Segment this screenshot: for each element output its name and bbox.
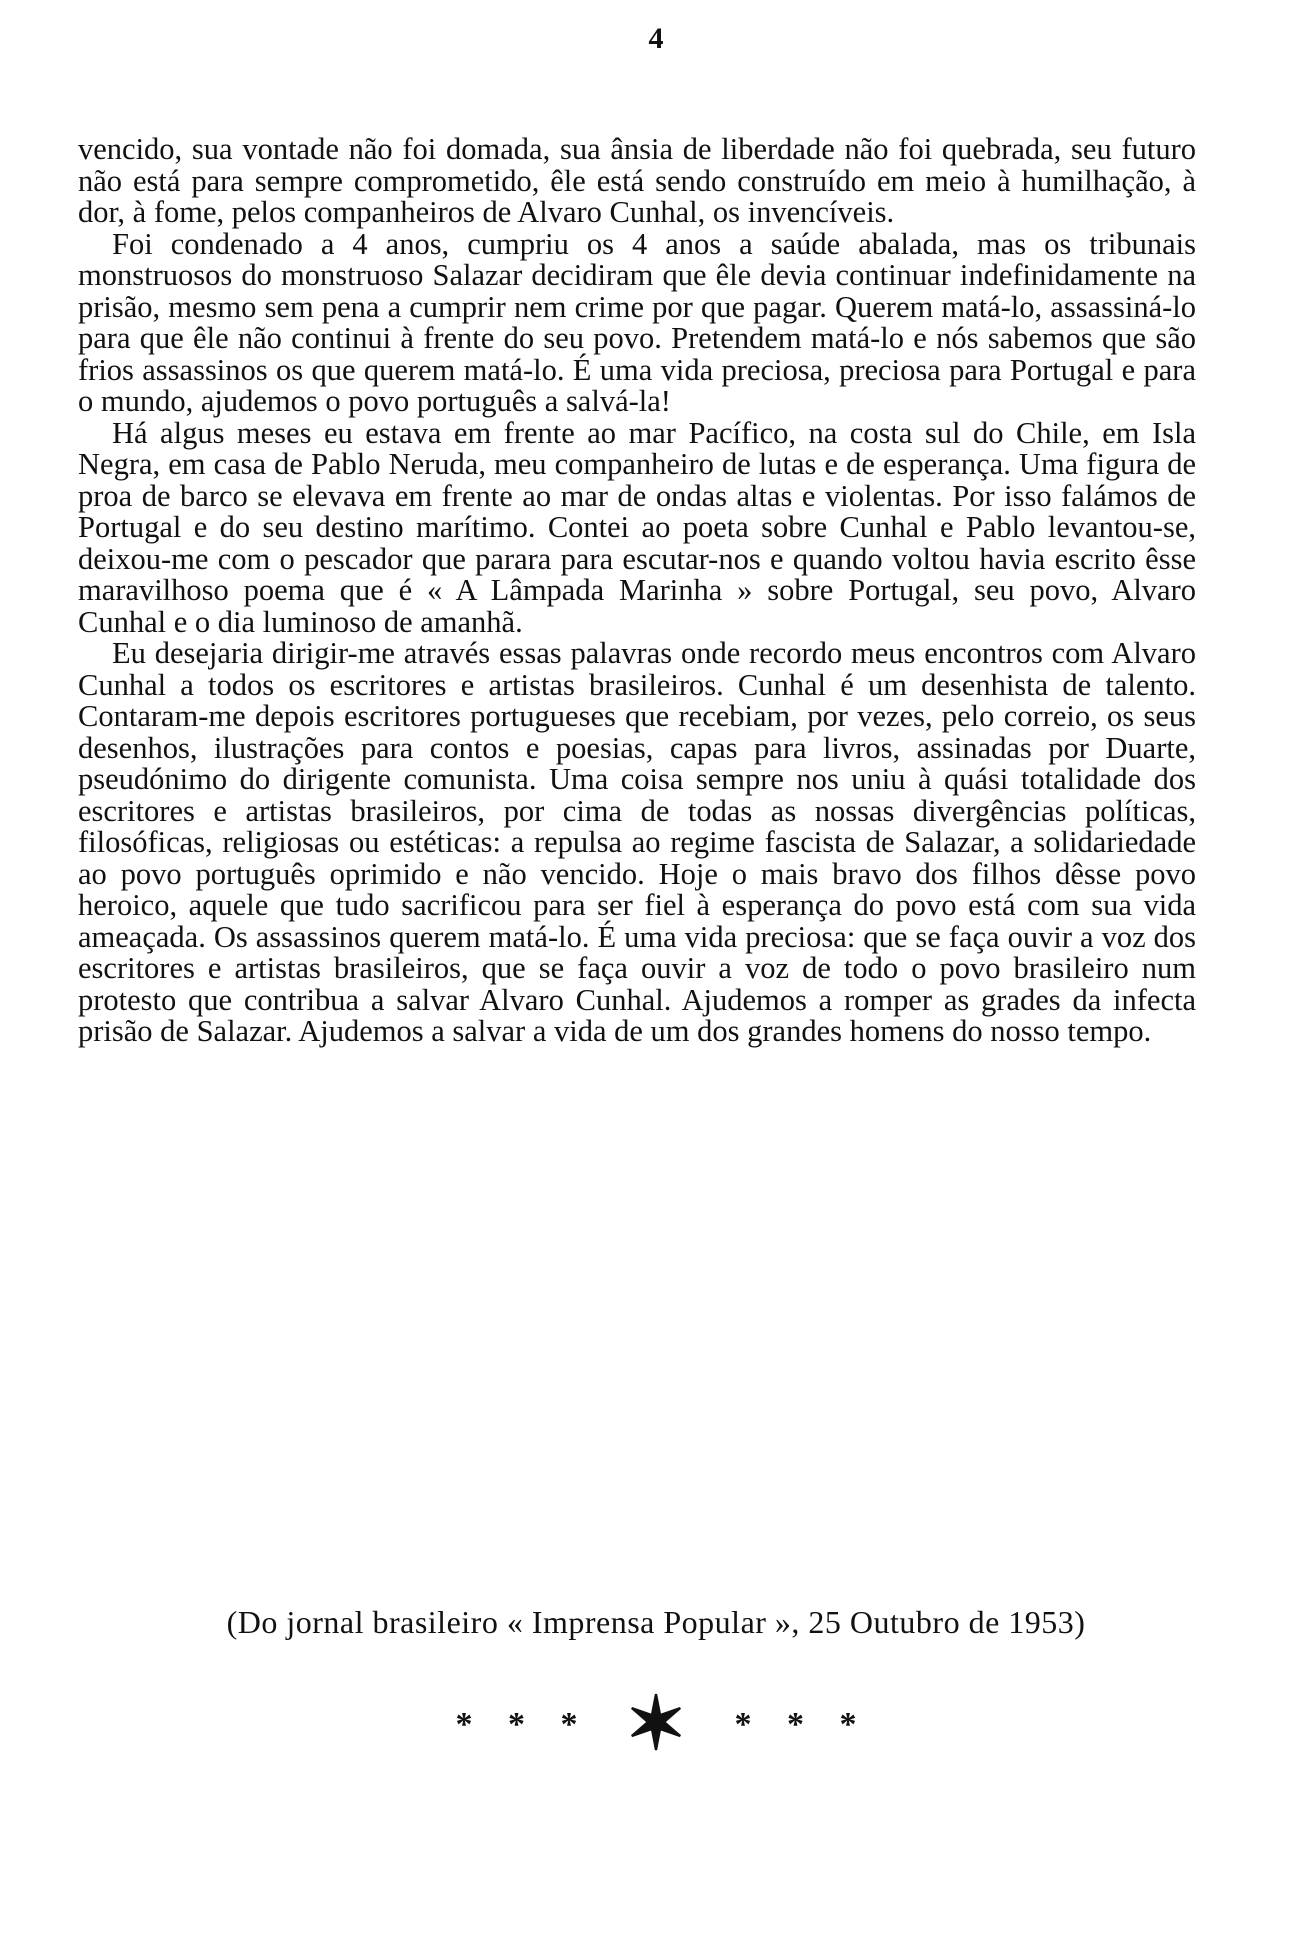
source-citation: (Do jornal brasileiro « Imprensa Popular », 25 Outubro de 1953) [226, 1604, 1086, 1640]
paragraph-4: Eu desejaria dirigir-me através essas palavras onde recordo meus encontros com Alvaro Cunhal a todos os escritores e artistas brasileiros. Cunhal é um desenhista de talento. Contaram-me depois escritores portugueses que recebiam, por vezes, pelo correio, os seus desenhos, ilustrações para contos e poesias, capas para livros, assinadas por Duarte, pseudónimo do dirigente comunista. Uma coisa sempre nos uniu à quási totalidade dos escritores e artistas brasileiros, por cima de todas as nossas divergências políticas, filosóficas, religiosas ou estéticas: a repulsa ao regime fascista de Salazar, a solidariedade ao povo português oprimido e não vencido. Hoje o mais bravo dos filhos dêsse povo heroico, aquele que tudo sacrificou para ser fiel à esperança do povo está com sua vida ameaçada. Os assassinos querem matá-lo. É uma vida preciosa: que se faça ouvir a voz dos escritores e artistas brasileiros, que se faça ouvir a voz de todo o povo brasileiro num protesto que contribua a salvar Alvaro Cunhal. Ajudemos a romper as grades da infecta prisão de Salazar. Ajudemos a salvar a vida de um dos grandes homens do nosso tempo. [78, 636, 1196, 1048]
paragraph-3: Há algus meses eu estava em frente ao mar Pacífico, na costa sul do Chile, em Isla Negra, em casa de Pablo Neruda, meu companheiro de lutas e de esperança. Uma figura de proa de barco se elevava em frente ao mar de ondas altas e violentas. Por isso falámos de Portugal e do seu destino marítimo. Contei ao poeta sobre Cunhal e Pablo levantou-se, deixou-me com o pescador que parara para escutar-nos e quando voltou havia escrito êsse maravilhoso poema que é « A Lâmpada Marinha » sobre Portugal, seu povo, Alvaro Cunhal e o dia luminoso de amanhã. [78, 415, 1196, 639]
page-number: 4 [648, 22, 664, 55]
star-icon: * [734, 1706, 752, 1743]
star-icon: * [787, 1706, 804, 1743]
paragraph-2: Foi condenado a 4 anos, cumpriu os 4 anos a saúde abalada, mas os tribunais monstruosos do monstruoso Salazar decidiram que êle devia continuar indefinidamente na prisão, mesmo sem pena a cumprir nem crime por que pagar. Querem matá-lo, assassiná-lo para que êle não continui à frente do seu povo. Pretendem matá-lo e nós sabemos que são frios assassinos os que querem matá-lo. É uma vida preciosa, preciosa para Portugal e para o mundo, ajudemos o povo português a salvá-la! [78, 226, 1196, 418]
star-icon: * [560, 1706, 578, 1743]
large-star-icon: ✶ [624, 1684, 687, 1766]
star-ornament [0, 1684, 1312, 1766]
paragraph-1: vencido, sua vontade não foi domada, sua ânsia de liberdade não foi quebrada, seu futuro não está para sempre comprometido, êle está sendo construído em meio à humilhação, à dor, à fome, pelos companheiros de Alvaro Cunhal, os invencíveis. [78, 132, 1196, 229]
star-icon: * [455, 1706, 473, 1743]
body-text [78, 134, 1196, 1048]
star-icon: * [839, 1706, 857, 1743]
star-icon: * [507, 1706, 525, 1743]
